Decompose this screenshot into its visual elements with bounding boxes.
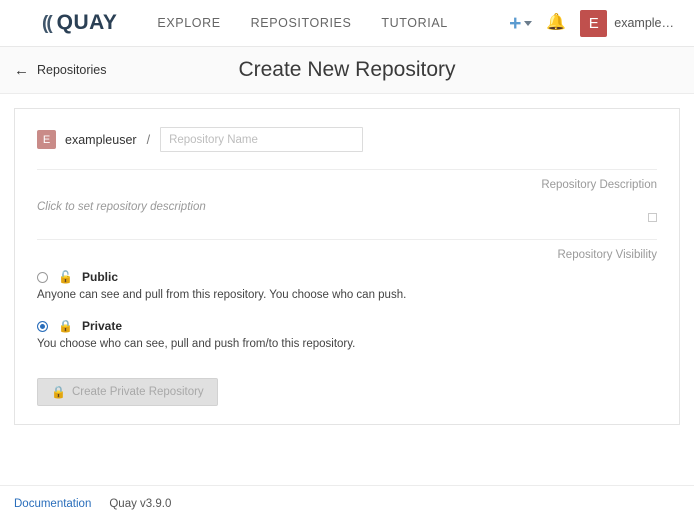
visibility-private-title: Private xyxy=(82,319,123,333)
chevron-down-icon xyxy=(524,21,532,26)
arrow-left-icon: ← xyxy=(14,61,29,79)
nav-link-repositories[interactable]: REPOSITORIES xyxy=(250,16,352,30)
footer xyxy=(0,485,694,521)
lock-icon: 🔒 xyxy=(58,319,73,333)
version-label: Quay v3.9.0 xyxy=(109,497,172,510)
create-menu-button[interactable] xyxy=(509,13,532,34)
plus-icon: + xyxy=(509,11,522,35)
namespace-avatar: E xyxy=(37,130,56,149)
repository-name-input[interactable] xyxy=(160,127,363,152)
visibility-option-private[interactable] xyxy=(37,317,657,333)
page-title: Create New Repository xyxy=(238,58,456,81)
page-header xyxy=(0,47,694,94)
visibility-public-description: Anyone can see and pull from this repository. You choose who can push. xyxy=(37,289,407,301)
visibility-options xyxy=(37,265,657,368)
nav-link-tutorial[interactable]: TUTORIAL xyxy=(381,16,448,30)
visibility-option-public[interactable] xyxy=(37,268,657,284)
unlock-icon: 🔓 xyxy=(58,270,73,284)
back-to-repositories-link[interactable] xyxy=(14,63,106,78)
visibility-public-title: Public xyxy=(82,270,119,284)
avatar: E xyxy=(580,10,607,37)
quay-logo[interactable] xyxy=(42,11,117,35)
namespace-and-name-row xyxy=(37,109,657,169)
user-menu[interactable] xyxy=(580,10,674,37)
resize-handle-icon[interactable] xyxy=(648,213,657,222)
user-menu-label: example… xyxy=(614,16,674,30)
namespace-separator: / xyxy=(146,132,151,147)
notifications-bell-icon[interactable]: 🔔 xyxy=(546,14,567,31)
create-private-repository-button[interactable] xyxy=(37,378,218,406)
quay-logo-text: QUAY xyxy=(56,11,118,34)
create-button-label: Create Private Repository xyxy=(72,386,204,398)
repository-description-row[interactable] xyxy=(37,195,657,239)
nav-right-actions xyxy=(509,10,680,37)
repository-description-label: Repository Description xyxy=(541,179,657,191)
back-link-label: Repositories xyxy=(37,63,107,77)
content-area xyxy=(0,94,694,439)
quay-logo-icon: (( xyxy=(42,12,51,34)
namespace-label[interactable]: exampleuser xyxy=(65,132,137,147)
repository-description-placeholder: Click to set repository description xyxy=(37,201,206,213)
documentation-link[interactable]: Documentation xyxy=(14,497,92,510)
repository-visibility-label: Repository Visibility xyxy=(557,249,657,261)
lock-icon: 🔒 xyxy=(51,385,66,399)
radio-public[interactable] xyxy=(37,272,48,283)
create-repository-card xyxy=(14,108,680,425)
nav-links xyxy=(157,16,447,30)
nav-link-explore[interactable]: EXPLORE xyxy=(157,16,221,30)
top-navbar xyxy=(0,0,694,47)
radio-private[interactable] xyxy=(37,321,48,332)
visibility-private-description: You choose who can see, pull and push from/to this repository. xyxy=(37,338,356,350)
